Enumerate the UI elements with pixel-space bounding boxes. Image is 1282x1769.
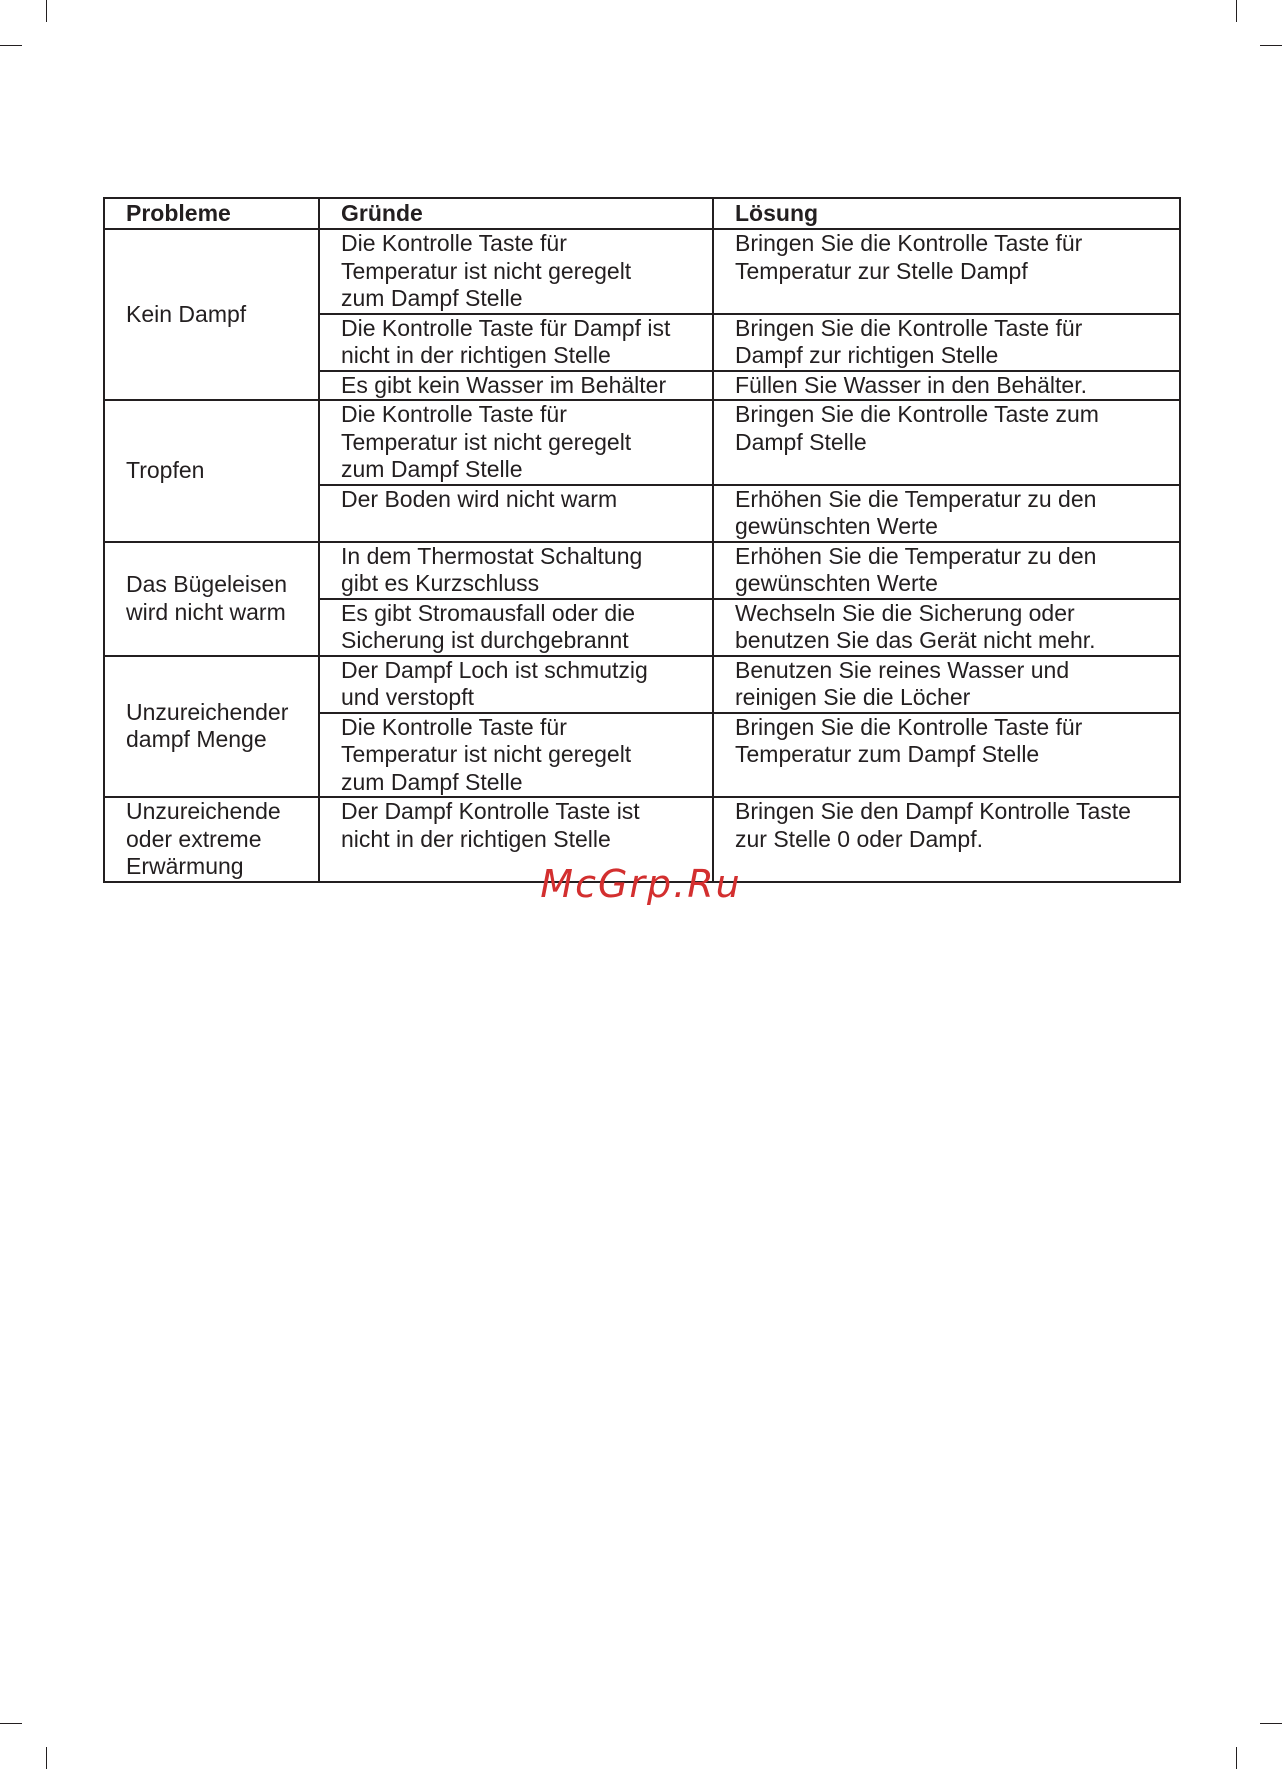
problem-cell <box>104 656 319 798</box>
solution-cell <box>713 599 1180 656</box>
cause-cell <box>319 656 713 713</box>
cause-text: zum Dampf Stelle <box>341 456 523 482</box>
problem-text: Unzureichender <box>126 698 289 725</box>
header-problems: Probleme <box>104 198 319 229</box>
cause-text: Der Dampf Loch ist schmutzig <box>341 656 648 683</box>
crop-mark <box>1260 1723 1282 1724</box>
table-row <box>104 400 1180 485</box>
problem-text: oder extreme <box>126 825 262 852</box>
problem-text: Das Bügeleisen <box>126 571 288 597</box>
crop-mark <box>1236 0 1237 22</box>
solution-cell <box>713 371 1180 401</box>
cause-text: In dem Thermostat Schaltung <box>341 542 643 569</box>
crop-mark <box>46 0 47 22</box>
problem-text: Kein Dampf <box>126 300 247 327</box>
cause-text: gibt es Kurzschluss <box>341 570 540 596</box>
solution-cell <box>713 713 1180 798</box>
cause-text: Der Boden wird nicht warm <box>341 485 618 512</box>
table-row <box>104 229 1180 314</box>
watermark: McGrp.Ru <box>540 862 742 906</box>
cause-cell <box>319 713 713 798</box>
solution-text: Bringen Sie die Kontrolle Taste für <box>735 230 1083 256</box>
cause-cell <box>319 599 713 656</box>
crop-mark <box>0 1723 22 1724</box>
cause-text: Temperatur ist nicht geregelt <box>341 428 632 455</box>
table-header-row <box>104 198 1180 229</box>
cause-text: Es gibt Stromausfall oder die <box>341 599 636 626</box>
cause-cell <box>319 485 713 542</box>
solution-text: Füllen Sie Wasser in den Behälter. <box>735 371 1087 398</box>
cause-text: Die Kontrolle Taste für <box>341 401 567 427</box>
solution-cell <box>713 400 1180 485</box>
cause-text: und verstopft <box>341 684 474 710</box>
cause-text: Die Kontrolle Taste für <box>341 713 567 740</box>
solution-text: Dampf zur richtigen Stelle <box>735 342 999 368</box>
cause-cell <box>319 229 713 314</box>
cause-text: nicht in der richtigen Stelle <box>341 342 611 368</box>
crop-mark <box>1236 1747 1237 1769</box>
table-row <box>104 656 1180 713</box>
solution-cell <box>713 656 1180 713</box>
solution-text: gewünschten Werte <box>735 513 938 539</box>
problem-text: wird nicht warm <box>126 598 286 625</box>
header-solution: Lösung <box>713 198 1180 229</box>
problem-text: Erwärmung <box>126 853 244 879</box>
solution-text: Bringen Sie die Kontrolle Taste für <box>735 713 1083 740</box>
solution-text: Bringen Sie die Kontrolle Taste zum <box>735 401 1099 427</box>
problem-cell <box>104 542 319 656</box>
solution-text: Bringen Sie den Dampf Kontrolle Taste <box>735 798 1131 824</box>
cause-cell <box>319 400 713 485</box>
crop-mark <box>46 1747 47 1769</box>
crop-mark <box>0 45 22 46</box>
solution-cell <box>713 314 1180 371</box>
cause-text: nicht in der richtigen Stelle <box>341 825 611 852</box>
header-causes: Gründe <box>319 198 713 229</box>
cause-text: Die Kontrolle Taste für <box>341 230 567 256</box>
table-body <box>104 229 1180 882</box>
solution-text: Erhöhen Sie die Temperatur zu den <box>735 542 1097 569</box>
solution-text: Erhöhen Sie die Temperatur zu den <box>735 485 1097 512</box>
cause-text: Die Kontrolle Taste für Dampf ist <box>341 314 671 341</box>
solution-text: Wechseln Sie die Sicherung oder <box>735 599 1075 626</box>
cause-text: Temperatur ist nicht geregelt <box>341 741 632 767</box>
cause-text: Es gibt kein Wasser im Behälter <box>341 371 667 398</box>
problem-cell <box>104 400 319 542</box>
solution-cell <box>713 542 1180 599</box>
solution-text: zur Stelle 0 oder Dampf. <box>735 825 984 852</box>
solution-text: benutzen Sie das Gerät nicht mehr. <box>735 627 1096 653</box>
cause-text: Der Dampf Kontrolle Taste ist <box>341 798 640 824</box>
cause-text: Temperatur ist nicht geregelt <box>341 257 632 284</box>
solution-text: Bringen Sie die Kontrolle Taste für <box>735 314 1083 341</box>
cause-cell <box>319 371 713 401</box>
solution-text: reinigen Sie die Löcher <box>735 684 971 710</box>
solution-text: Dampf Stelle <box>735 428 867 455</box>
cause-cell <box>319 314 713 371</box>
cause-text: zum Dampf Stelle <box>341 768 523 795</box>
problem-text: Tropfen <box>126 457 205 483</box>
cause-text: Sicherung ist durchgebrannt <box>341 627 629 653</box>
solution-text: gewünschten Werte <box>735 570 938 596</box>
problem-text: dampf Menge <box>126 726 267 753</box>
problem-cell <box>104 229 319 400</box>
cause-cell <box>319 542 713 599</box>
solution-cell <box>713 229 1180 314</box>
crop-mark <box>1260 45 1282 46</box>
troubleshooting-table <box>103 197 1181 883</box>
solution-text: Temperatur zum Dampf Stelle <box>735 741 1040 767</box>
solution-text: Benutzen Sie reines Wasser und <box>735 656 1070 683</box>
solution-text: Temperatur zur Stelle Dampf <box>735 257 1028 284</box>
problem-text: Unzureichende <box>126 798 281 824</box>
cause-text: zum Dampf Stelle <box>341 285 523 311</box>
solution-cell <box>713 485 1180 542</box>
table-row <box>104 542 1180 599</box>
